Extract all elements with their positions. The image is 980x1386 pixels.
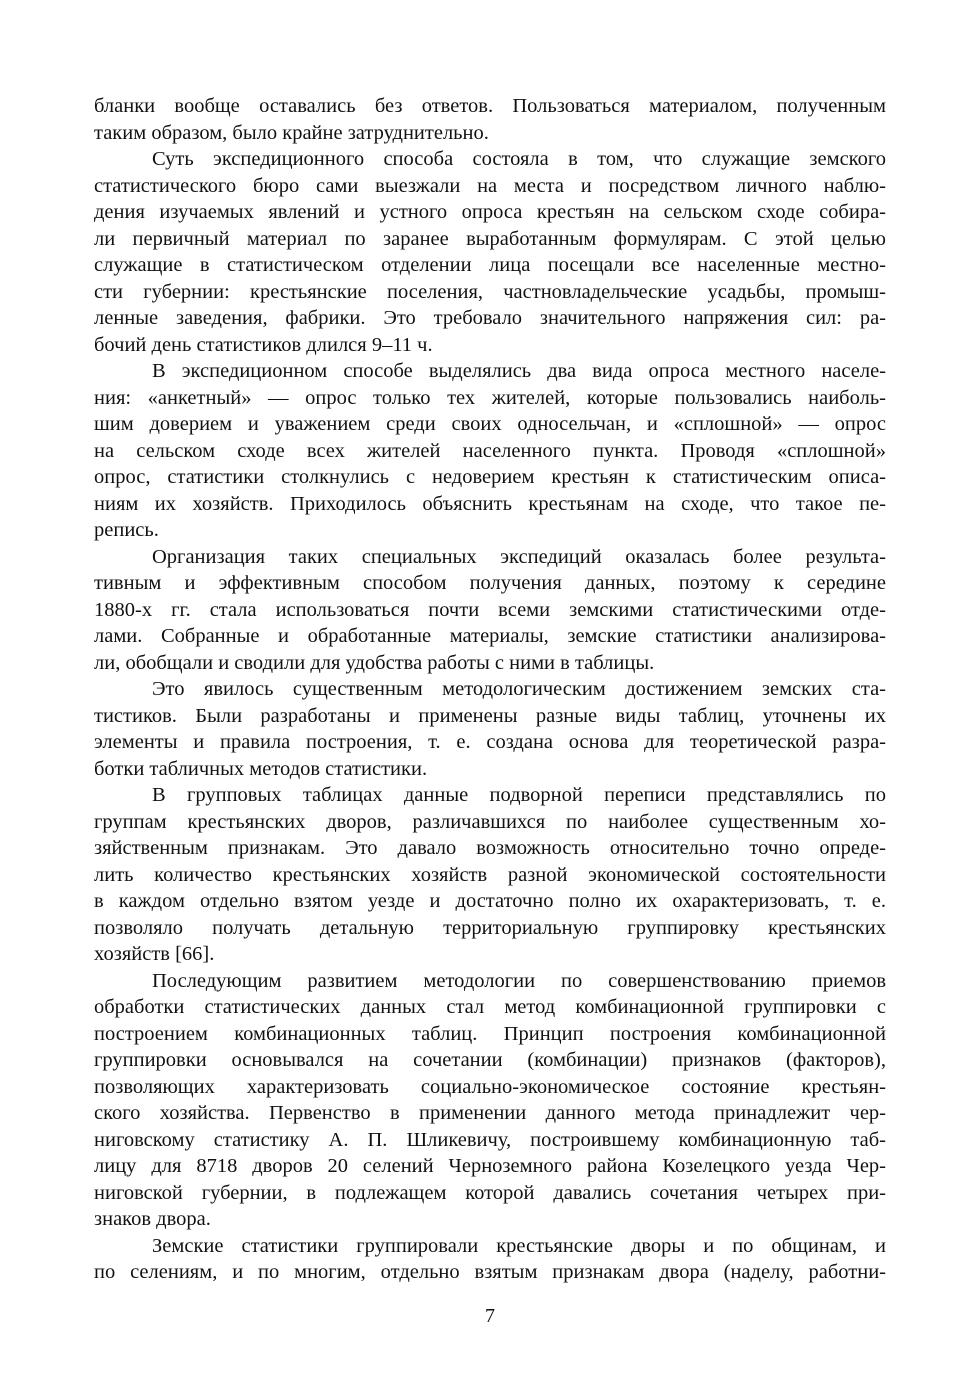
text-line: ли, обобщали и сводили для удобства работы с ними в таблицы. [94, 651, 655, 674]
text-line: ниговскому статистику А. П. Шликевичу, построившему комбинационную таб- [94, 1128, 886, 1151]
text-line: элементы и правила построения, т. е. создана основа для теоретической разра- [94, 731, 886, 753]
paragraph [94, 782, 886, 968]
text-line: зяйственным признакам. Это давало возможность относительно точно опреде- [94, 837, 886, 859]
text-line: обработки статистических данных стал метод комбинационной группировки с [94, 996, 886, 1018]
paragraph [94, 968, 886, 1233]
paragraph [94, 676, 886, 782]
paragraph [94, 358, 886, 544]
text-line: репись. [94, 519, 159, 541]
text-line: на сельском сходе всех жителей населенного пункта. Проводя «сплошной» [94, 439, 886, 462]
text-line: бочий день статистиков длился 9–11 ч. [94, 333, 433, 356]
text-line: ского хозяйства. Первенство в применении данного метода принадлежит чер- [94, 1102, 886, 1124]
text-line: Это явилось существенным методологическим достижением земских ста- [152, 678, 886, 700]
text-line: хозяйств [66]. [94, 943, 215, 965]
text-line: ниям их хозяйств. Приходилось объяснить крестьянам на сходе, что такое пе- [94, 492, 886, 515]
text-line: по селениям, и по многим, отдельно взятым признакам двора (наделу, работни- [94, 1261, 886, 1283]
text-line: позволяло получать детальную территориальную группировку крестьянских [94, 916, 886, 939]
text-line: построением комбинационных таблиц. Принцип построения комбинационной [94, 1022, 886, 1045]
text-line: бланки вообще оставались без ответов. Пользоваться материалом, полученным [94, 95, 886, 117]
page-number: 7 [485, 1305, 495, 1327]
text-line: группировки основывался на сочетании (комбинации) признаков (факторов), [94, 1049, 886, 1071]
paragraph [94, 1233, 886, 1286]
text-line: тистиков. Были разработаны и применены разные виды таблиц, уточнены их [94, 704, 886, 727]
text-line: группам крестьянских дворов, различавшихся по наиболее существенным хо- [94, 810, 886, 833]
text-line: служащие в статистическом отделении лица посещали все населенные местно- [94, 254, 886, 276]
text-line: сти губернии: крестьянские поселения, частновладельческие усадьбы, промыш- [94, 280, 886, 303]
text-line: в каждом отдельно взятом уезде и достаточно полно их охарактеризовать, т. е. [94, 890, 886, 912]
text-line: позволяющих характеризовать социально-экономическое состояние крестьян- [94, 1075, 886, 1098]
text-line: ленные заведения, фабрики. Это требовало значительного напряжения сил: ра- [94, 307, 886, 329]
text-line: ли первичный материал по заранее выработанным формулярам. С этой целью [94, 227, 886, 250]
page-body [94, 93, 886, 1286]
text-line: тивным и эффективным способом получения данных, поэтому к середине [94, 572, 886, 594]
text-line: 1880-х гг. стала использоваться почти всеми земскими статистическими отде- [94, 598, 886, 621]
text-line: Последующим развитием методологии по совершенствованию приемов [152, 969, 886, 992]
text-line: лицу для 8718 дворов 20 селений Черноземного района Козелецкого уезда Чер- [94, 1155, 886, 1177]
paragraph [94, 93, 886, 146]
text-line: Суть экспедиционного способа состояла в том, что служащие земского [152, 148, 886, 170]
text-line: лить количество крестьянских хозяйств разной экономической состоятельности [94, 863, 886, 886]
text-line: знаков двора. [94, 1208, 211, 1230]
text-line: Земские статистики группировали крестьянские дворы и по общинам, и [152, 1234, 886, 1257]
text-line: ниговской губернии, в подлежащем которой давались сочетания четырех при- [94, 1181, 886, 1204]
text-line: ботки табличных методов статистики. [94, 757, 428, 780]
text-line: таким образом, было крайне затруднительно. [94, 121, 489, 144]
text-line: В экспедиционном способе выделялись два вида опроса местного населе- [152, 360, 886, 382]
text-line: В групповых таблицах данные подворной переписи представлялись по [152, 784, 886, 806]
text-line: лами. Собранные и обработанные материалы, земские статистики анализирова- [94, 625, 886, 647]
text-line: опрос, статистики столкнулись с недоверием крестьян к статистическим описа- [94, 466, 886, 488]
text-line: Организация таких специальных экспедиций оказалась более результа- [152, 545, 886, 568]
text-line: дения изучаемых явлений и устного опроса крестьян на сельском сходе собира- [94, 201, 886, 223]
paragraph [94, 544, 886, 677]
paragraph [94, 146, 886, 358]
text-line: шим доверием и уважением среди своих односельчан, и «сплошной» — опрос [94, 413, 886, 435]
text-line: ния: «анкетный» — опрос только тех жителей, которые пользовались наиболь- [94, 386, 886, 409]
text-line: статистического бюро сами выезжали на места и посредством личного наблю- [94, 174, 886, 197]
